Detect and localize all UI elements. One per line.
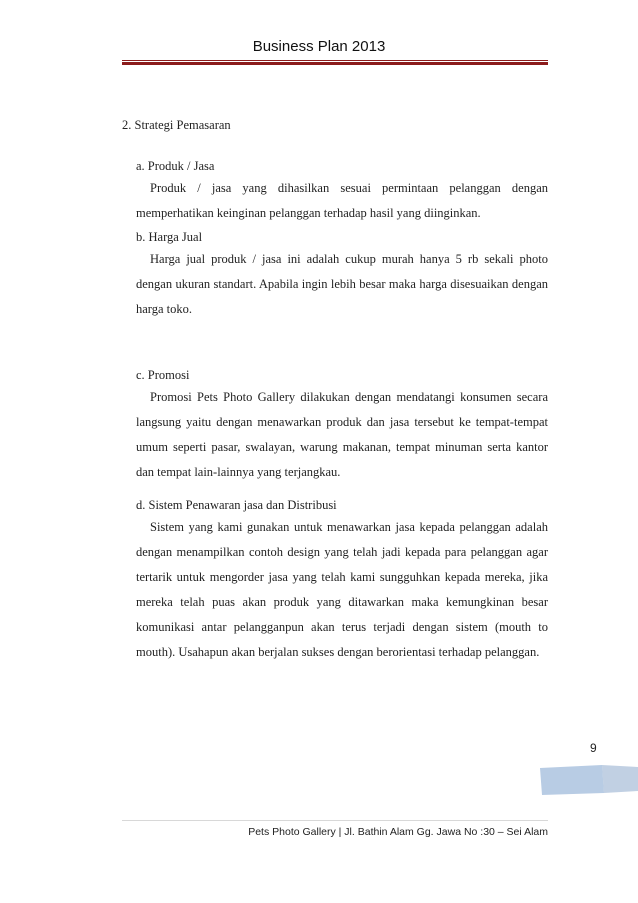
item-paragraph: Harga jual produk / jasa ini adalah cukup murah hanya 5 rb sekali photo dengan ukuran standart. Apabila ingin lebih besar maka harga disesuaikan dengan harga toko.: [136, 252, 548, 316]
tab-shape-edge: [602, 765, 638, 793]
item-promosi: [136, 365, 548, 485]
item-paragraph: Sistem yang kami gunakan untuk menawarkan jasa kepada pelanggan adalah dengan menampilkan contoh design yang telah jadi kepada para pelanggan agar tertarik untuk mengorder jasa yang telah kami sungguhkan kepada mereka, jika mereka telah puas akan produk yang ditawarkan maka kemungkinan besar komunikasi antar pelangganpun akan terus terjadi dengan sistem (mouth to mouth). Usahapun akan berjalan sukses dengan berorientasi terhadap pelanggan.: [136, 520, 548, 659]
section-title: 2. Strategi Pemasaran: [122, 118, 231, 132]
item-produk-jasa: [136, 156, 548, 226]
footer-text: Pets Photo Gallery | Jl. Bathin Alam Gg. Jawa No :30 – Sei Alam: [248, 826, 548, 838]
item-sistem-penawaran: [136, 495, 548, 665]
header-rule-thin: [122, 60, 548, 61]
item-title: d. Sistem Penawaran jasa dan Distribusi: [136, 498, 337, 512]
header-rule-thick: [122, 62, 548, 65]
item-paragraph: Produk / jasa yang dihasilkan sesuai permintaan pelanggan dengan memperhatikan keinginan pelanggan terhadap hasil yang diinginkan.: [136, 181, 548, 220]
footer-rule: [122, 820, 548, 821]
header-title: Business Plan 2013: [252, 38, 386, 55]
item-paragraph: Promosi Pets Photo Gallery dilakukan dengan mendatangi konsumen secara langsung yaitu dengan menawarkan produk dan jasa tersebut ke tempat-tempat umum seperti pasar, swalayan, warung makanan, tempat minuman serta kantor dan tempat lain-lainnya yang terjangkau.: [136, 390, 548, 479]
page-tab-decoration: [540, 765, 638, 795]
item-title: a. Produk / Jasa: [136, 159, 215, 173]
item-title: c. Promosi: [136, 368, 190, 382]
item-harga-jual: [136, 227, 548, 322]
item-title: b. Harga Jual: [136, 230, 203, 244]
page-number: 9: [590, 741, 597, 755]
tab-shape-main: [540, 765, 604, 795]
